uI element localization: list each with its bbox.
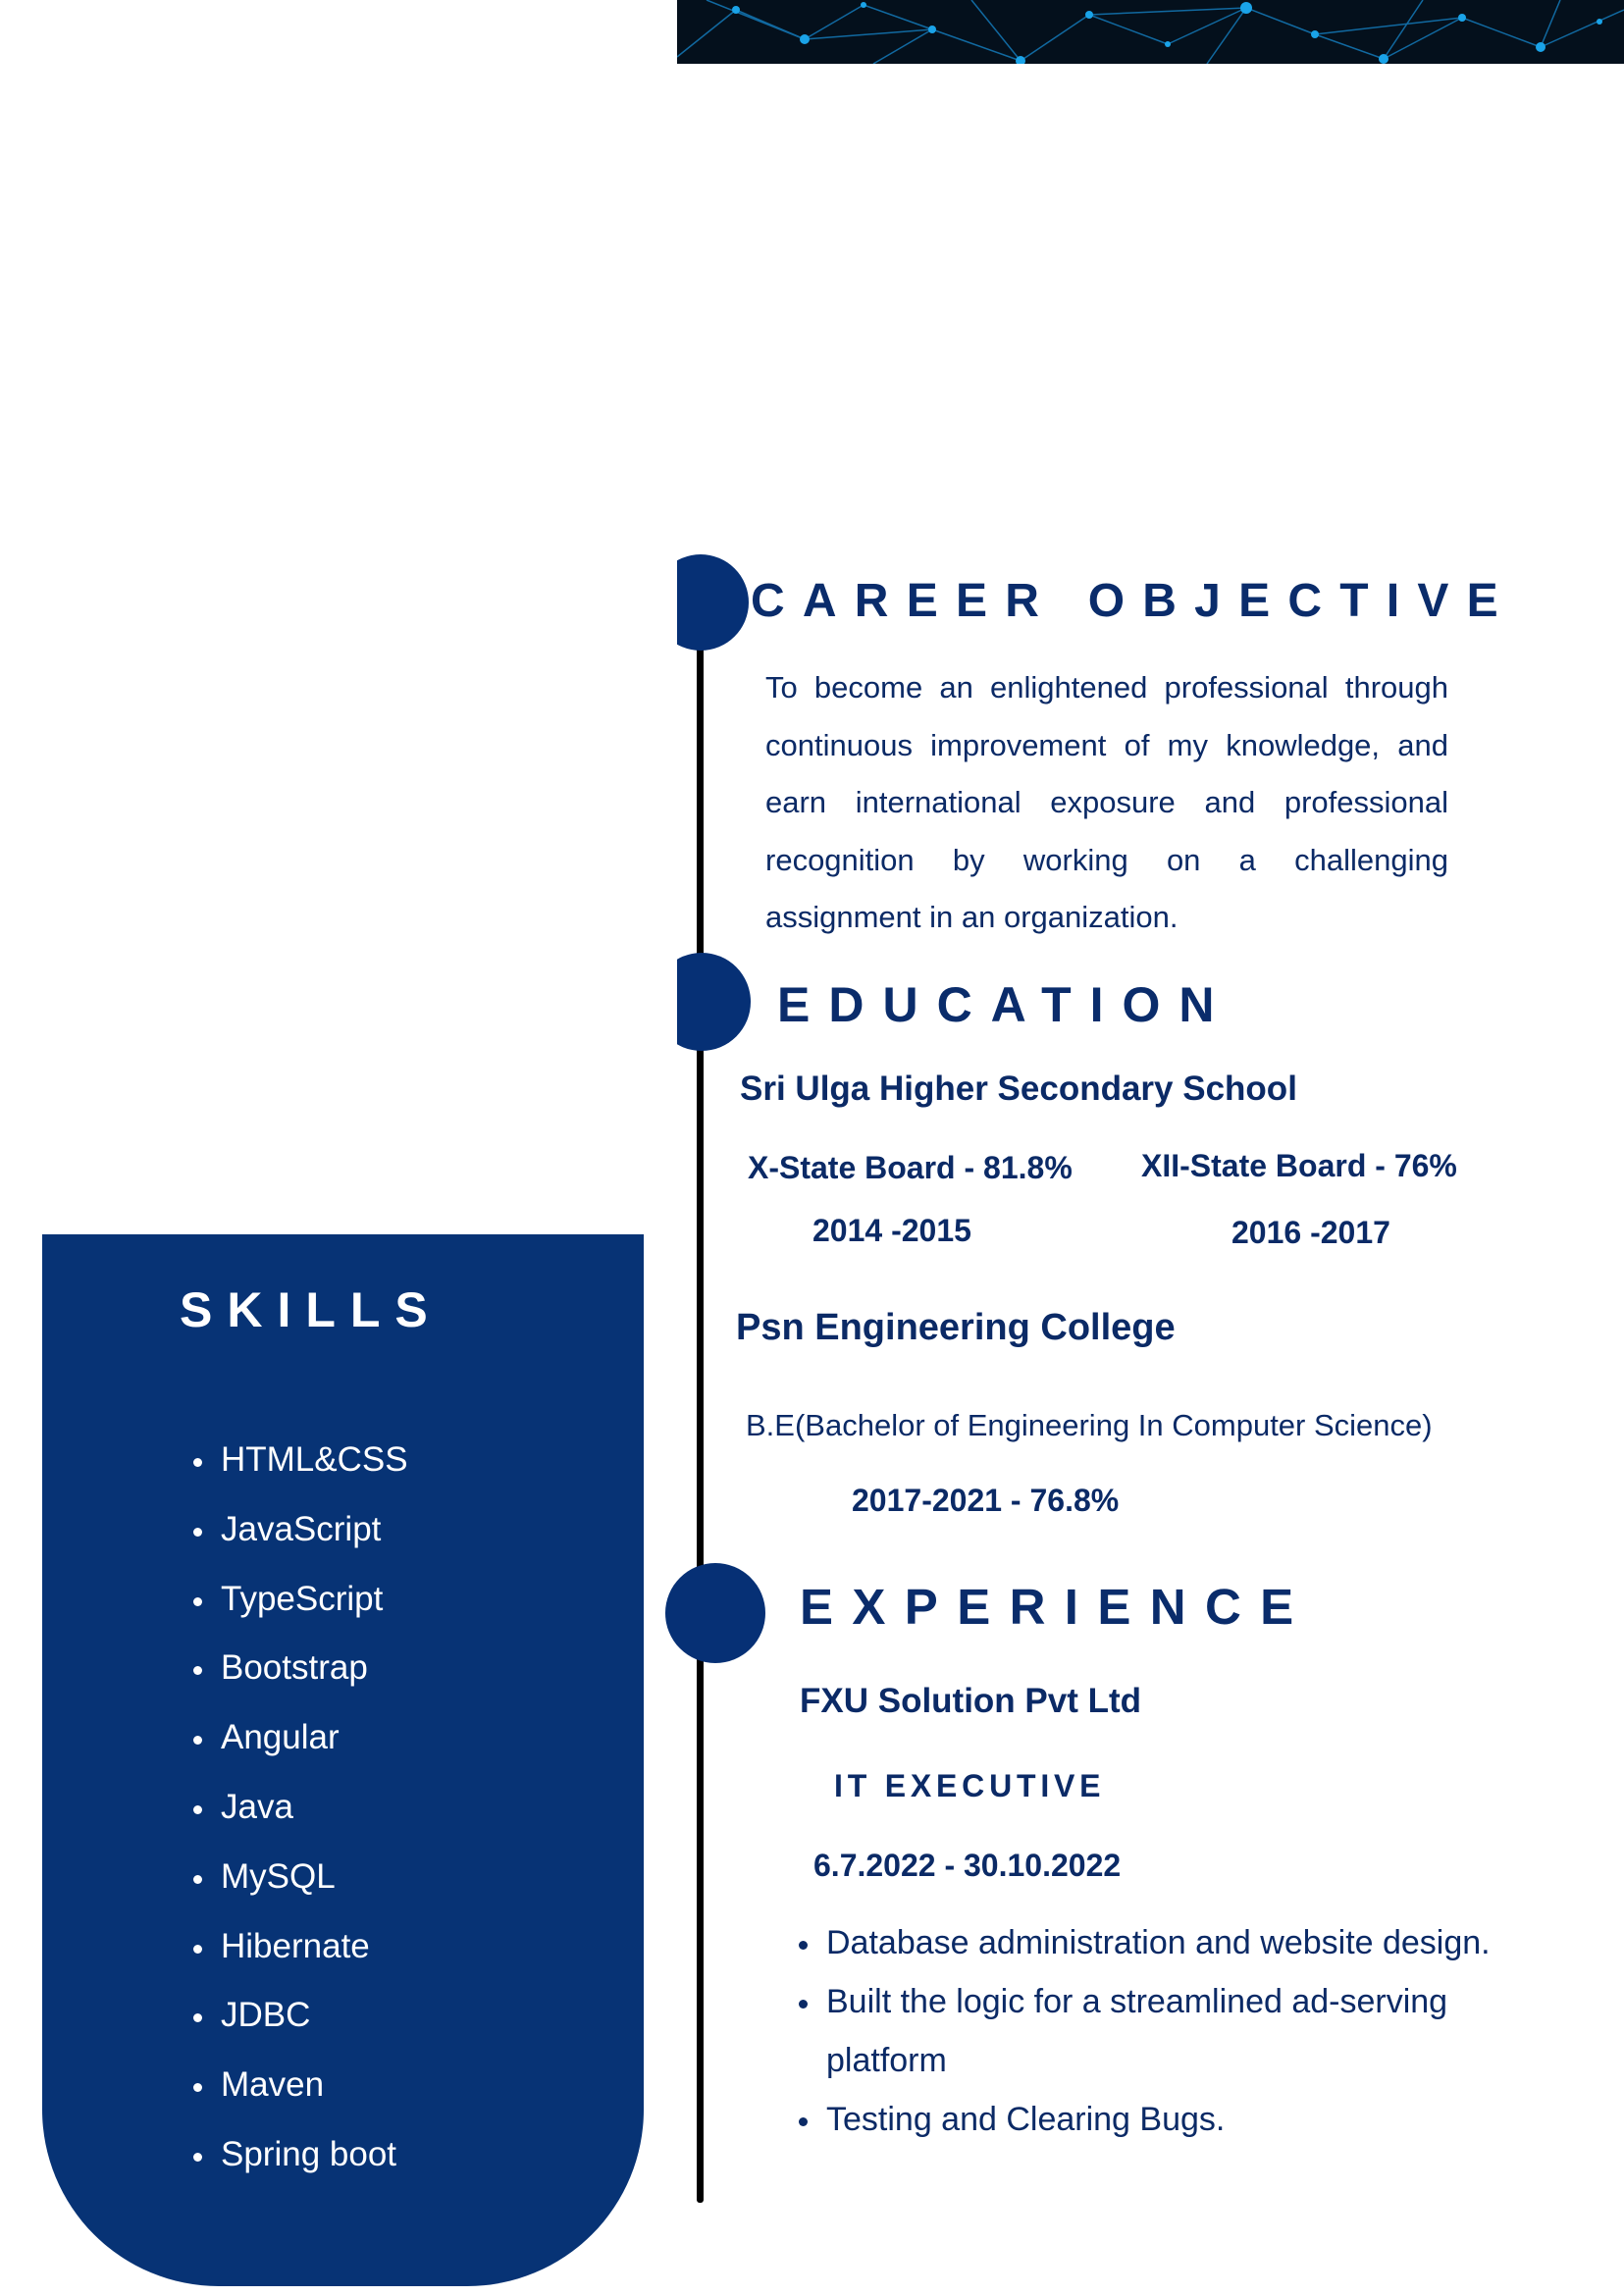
skill-item: • Bootstrap (217, 1634, 408, 1703)
network-graphic (677, 0, 1624, 64)
experience-bullet: • Built the logic for a streamlined ad-serving platform (822, 1972, 1568, 2090)
skill-item: • Hibernate (217, 1912, 408, 1982)
skill-item: • JavaScript (217, 1495, 408, 1565)
experience-bullet: • Testing and Clearing Bugs. (822, 2090, 1568, 2149)
career-objective-timeline-dot (653, 554, 749, 651)
employment-dates: 6.7.2022 - 30.10.2022 (813, 1848, 1122, 1883)
experience-bullet: • Database administration and website design. (822, 1913, 1568, 1972)
company-name: FXU Solution Pvt Ltd (800, 1682, 1142, 1720)
skill-item: • MySQL (217, 1843, 408, 1912)
xii-board-score: XII-State Board - 76% (1141, 1148, 1457, 1183)
x-board-year: 2014 -2015 (812, 1213, 971, 1248)
skill-item: • Spring boot (217, 2120, 408, 2190)
skills-heading: SKILLS (180, 1282, 443, 1337)
degree-year-score: 2017-2021 - 76.8% (852, 1483, 1120, 1518)
experience-timeline-dot (665, 1563, 765, 1663)
xii-board-year: 2016 -2017 (1231, 1215, 1390, 1250)
education-heading: EDUCATION (777, 977, 1233, 1032)
skill-item: • Java (217, 1773, 408, 1843)
network-banner-image (677, 0, 1624, 64)
experience-heading: EXPERIENCE (800, 1579, 1313, 1635)
skill-item: • JDBC (217, 1981, 408, 2051)
education-timeline-dot (653, 953, 751, 1051)
skill-item: • Maven (217, 2051, 408, 2120)
skill-item: • Angular (217, 1703, 408, 1773)
college-name: Psn Engineering College (736, 1307, 1176, 1348)
skill-item: • HTML&CSS (217, 1426, 408, 1495)
x-board-score: X-State Board - 81.8% (748, 1150, 1073, 1185)
job-role: IT EXECUTIVE (834, 1768, 1106, 1803)
school-name: Sri Ulga Higher Secondary School (740, 1070, 1297, 1108)
timeline-line (697, 589, 704, 2203)
career-objective-text: To become an enlightened professional through continuous improvement of my knowledge, and earn international exposure and professional recognition by working on a challenging assignment in an organization. (765, 670, 1448, 934)
skill-item: • TypeScript (217, 1565, 408, 1635)
skills-list (180, 1426, 408, 2190)
degree-name: B.E(Bachelor of Engineering In Computer Science) (746, 1408, 1433, 1442)
career-objective-heading: CAREER OBJECTIVE (751, 575, 1516, 627)
skills-panel (42, 1234, 644, 2286)
experience-bullet-list (785, 1913, 1568, 2149)
